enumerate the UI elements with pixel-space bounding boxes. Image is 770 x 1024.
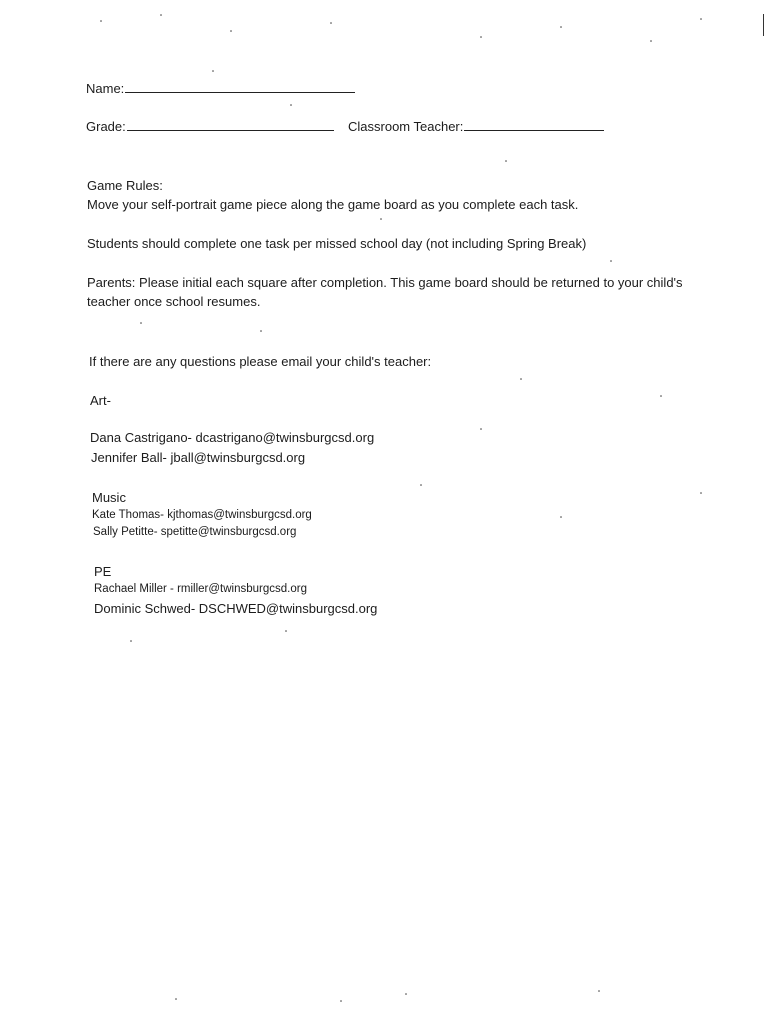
art-heading: Art- <box>90 393 111 408</box>
rules-heading: Game Rules: <box>87 178 163 193</box>
grade-label: Grade: <box>86 119 126 134</box>
contact-intro: If there are any questions please email your child's teacher: <box>89 354 432 369</box>
teacher-row <box>348 119 604 134</box>
pe-contact-1: Rachael Miller - rmiller@twinsburgcsd.org <box>94 583 307 595</box>
name-blank[interactable] <box>125 91 355 93</box>
pe-contact-2: Dominic Schwed- DSCHWED@twinsburgcsd.org <box>94 601 378 616</box>
teacher-label: Classroom Teacher: <box>348 119 464 134</box>
grade-row <box>86 119 334 134</box>
art-contact-1: Dana Castrigano- dcastrigano@twinsburgcsd.org <box>90 430 375 445</box>
rules-line-3a: Parents: Please initial each square after completion. This game board should be returned to your child's <box>87 275 683 290</box>
music-heading: Music <box>92 490 126 505</box>
music-contact-1: Kate Thomas- kjthomas@twinsburgcsd.org <box>92 509 312 521</box>
rules-line-3b: teacher once school resumes. <box>87 294 261 309</box>
page-edge-mark <box>763 14 764 36</box>
name-label: Name: <box>86 81 125 96</box>
art-contact-2: Jennifer Ball- jball@twinsburgcsd.org <box>91 450 306 465</box>
rules-line-2: Students should complete one task per missed school day (not including Spring Break) <box>87 236 587 251</box>
pe-heading: PE <box>94 564 112 579</box>
grade-blank[interactable] <box>127 129 334 131</box>
music-contact-2: Sally Petitte- spetitte@twinsburgcsd.org <box>93 526 297 538</box>
rules-line-1: Move your self-portrait game piece along the game board as you complete each task. <box>87 197 579 212</box>
teacher-blank[interactable] <box>464 129 604 131</box>
name-row <box>86 81 355 96</box>
